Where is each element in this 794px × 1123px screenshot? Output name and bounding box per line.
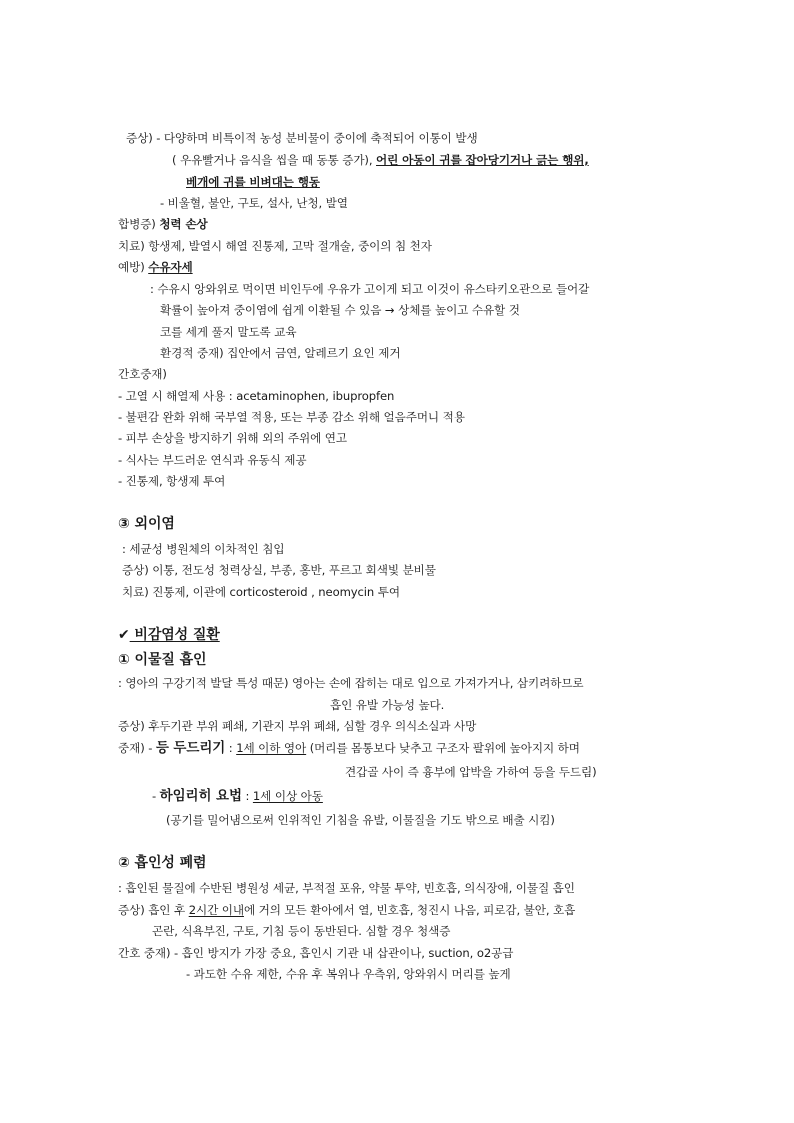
nursing-item-5: - 진통제, 항생제 투여 — [118, 474, 226, 488]
nursing-heading: 간호중재) — [118, 367, 167, 381]
feeding-line-1: : 수유시 앙와위로 먹이면 비인두에 우유가 고이게 되고 이것이 유스타키오관으로 들어갈 — [150, 282, 590, 296]
prevention-label: 예방) — [118, 260, 149, 274]
foreign-body-heading: ① 이물질 흡인 — [118, 652, 207, 668]
nursing-item-1: - 고열 시 해열제 사용 : acetaminophen, ibupropfen — [118, 389, 395, 403]
symptom-line-4: - 비울혈, 불안, 구토, 설사, 난청, 발열 — [160, 196, 348, 210]
symptom-line-3: 베개에 귀를 비벼대는 행동 — [186, 175, 320, 189]
feeding-line-3: 코를 세게 풀지 말도록 교육 — [160, 325, 297, 339]
intervention-label: 중재) - — [118, 741, 156, 755]
foreign-body-line-2: 흡인 유발 가능성 높다. — [330, 698, 445, 712]
complication-value: 청력 손상 — [159, 217, 208, 231]
aspiration-symptoms-a: 증상) 흡인 후 — [118, 903, 189, 917]
feeding-line-2: 확률이 높아져 중이염에 쉽게 이환될 수 있음 → 상체를 높이고 수유할 것 — [160, 303, 520, 317]
otitis-externa-symptoms: 증상) 이통, 전도성 청력상실, 부종, 홍반, 푸르고 회색빛 분비물 — [122, 563, 436, 577]
aspiration-symptoms-1 — [118, 902, 575, 918]
environment-line: 환경적 중재) 집안에서 금연, 알레르기 요인 제거 — [160, 346, 401, 360]
symptom-line-2-a: ( 우유빨거나 음식을 씹을 때 동통 증가), — [172, 153, 377, 167]
aspiration-pneumonia-heading: ② 흡인성 폐렴 — [118, 855, 207, 871]
heimlich-line — [152, 788, 323, 804]
symptom-line-2-b: 어린 아동이 귀를 잡아당기거나 긁는 행위, — [376, 153, 589, 167]
otitis-externa-def: : 세균성 병원체의 이차적인 침입 — [122, 542, 285, 556]
back-blows-desc: (머리를 몸통보다 낮추고 구조자 팔위에 높아지지 하며 — [306, 741, 580, 755]
aspiration-def: : 흡인된 물질에 수반된 병원성 세균, 부적절 포유, 약물 투약, 빈호흡, 의식장애, 이물질 흡인 — [118, 881, 575, 895]
complication-label: 합병증) — [118, 217, 160, 231]
heimlich-dash: - — [152, 789, 160, 803]
back-blows-colon: : — [225, 741, 237, 755]
complication-line — [118, 216, 208, 232]
aspiration-symptoms-b: 2시간 이내 — [188, 903, 244, 917]
symptom-line-2 — [172, 152, 589, 168]
aspiration-symptoms-2: 곤란, 식욕부진, 구토, 기침 등이 동반된다. 심할 경우 청색증 — [152, 924, 451, 938]
noninfectious-heading — [118, 627, 220, 643]
check-icon: ✔ — [118, 627, 130, 643]
aspiration-symptoms-c: 에 거의 모든 환아에서 열, 빈호흡, 청진시 나음, 피로감, 불안, 호흡 — [243, 903, 576, 917]
back-blows-title: 등 두드리기 — [155, 740, 226, 756]
nursing-item-3: - 피부 손상을 방지하기 위해 외의 주위에 연고 — [118, 431, 347, 445]
treatment-line: 치료) 항생제, 발열시 해열 진통제, 고막 절개술, 중이의 침 천자 — [118, 239, 432, 253]
symptom-line-1: 증상) - 다양하며 비특이적 농성 분비물이 중이에 축적되어 이통이 발생 — [126, 131, 478, 145]
heimlich-desc: (공기를 밀어냄으로써 인위적인 기침을 유발, 이물질을 기도 밖으로 배출 시킴) — [166, 813, 555, 827]
back-blows-age: 1세 이하 영아 — [236, 741, 307, 755]
prevention-value: 수유자세 — [148, 260, 193, 274]
nursing-item-4: - 식사는 부드러운 연식과 유동식 제공 — [118, 453, 307, 467]
back-blows-line — [118, 740, 580, 756]
heimlich-title: 하임리히 요법 — [159, 788, 242, 804]
back-blows-desc-2: 견갑골 사이 즉 흉부에 압박을 가하여 등을 두드림) — [345, 765, 597, 779]
prevention-line — [118, 259, 193, 275]
otitis-externa-treatment: 치료) 진통제, 이관에 corticosteroid , neomycin 투여 — [122, 585, 400, 599]
otitis-externa-heading: ③ 외이염 — [118, 516, 175, 532]
foreign-body-symptoms: 증상) 후두기관 부위 폐쇄, 기관지 부위 폐쇄, 심할 경우 의식소실과 사망 — [118, 719, 477, 733]
aspiration-nursing-1: 간호 중재) - 흡인 방지가 가장 중요, 흡인시 기관 내 삽관이나, suction, o2공급 — [118, 946, 514, 960]
aspiration-nursing-2: - 과도한 수유 제한, 수유 후 복위나 우측위, 앙와위시 머리를 높게 — [186, 967, 511, 981]
noninfectious-title: 비감염성 질환 — [129, 627, 220, 643]
heimlich-colon: : — [241, 789, 253, 803]
foreign-body-line-1: : 영아의 구강기적 발달 특성 때문) 영아는 손에 잡히는 대로 입으로 가져가거나, 삼키려하므로 — [118, 676, 584, 690]
nursing-item-2: - 불편감 완화 위해 국부열 적용, 또는 부종 감소 위해 얼음주머니 적용 — [118, 410, 465, 424]
heimlich-age: 1세 이상 아동 — [252, 789, 323, 803]
